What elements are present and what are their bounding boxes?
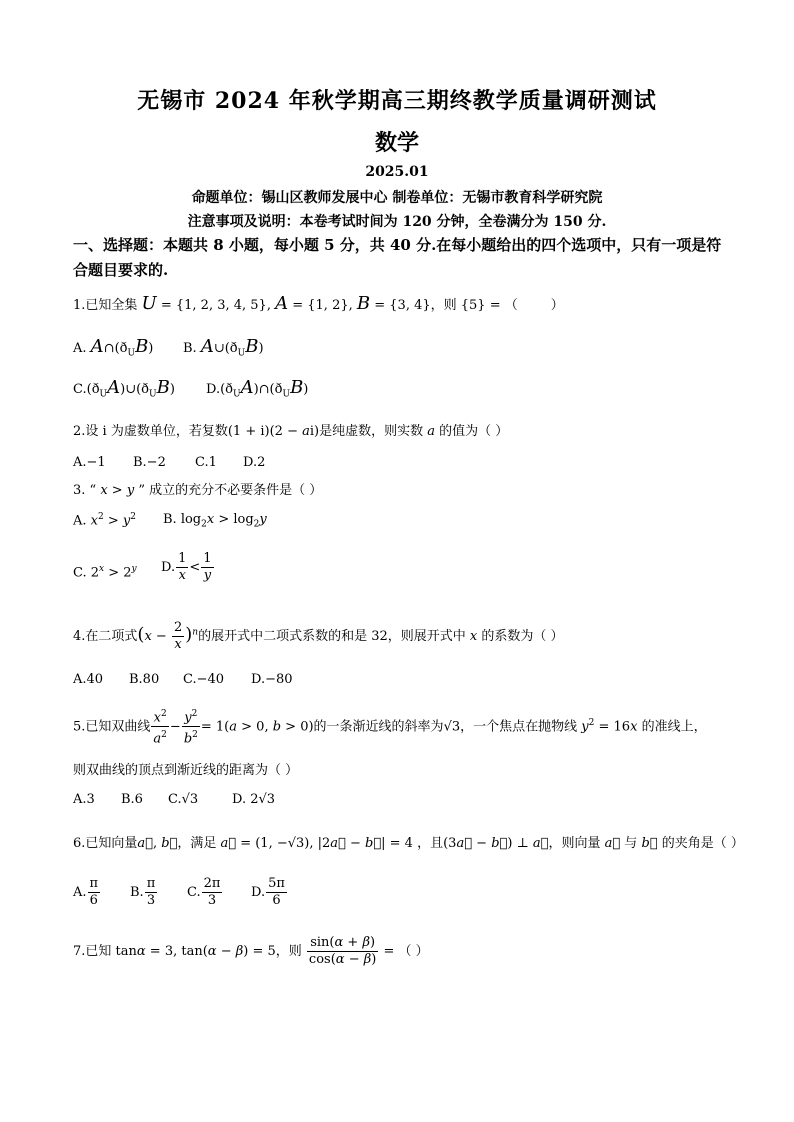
question-7: 7.已知 tanα = 3, tan(α − β) = 5，则 $\frac{\sin(\alpha + \beta)}{\cos(\alpha - \beta)}$ = （ ） — [73, 935, 429, 967]
section-one-heading: 一、选择题：本题共 8 小题，每小题 5 分，共 40 分.在每小题给出的四个选项中，只有一项是符合题目要求的. — [73, 236, 722, 279]
question-1-prefix: 1.已知全集 — [73, 298, 138, 313]
question-4-option-c: C.−40 — [183, 672, 225, 687]
subject-title: 数学 — [374, 130, 419, 156]
question-5-option-b: B.6 — [121, 792, 143, 807]
question-1-option-a: A. $A\cap(ð_UB)$ — [73, 336, 154, 359]
question-3-option-a: A. $x^2 > y^2$ — [73, 512, 136, 529]
question-4-option-d: D.−80 — [251, 672, 293, 687]
question-1-option-b: B. $A\cup(ð_UB)$ — [183, 336, 264, 359]
question-4-option-a: A.40 — [73, 672, 104, 687]
question-6: 6.已知向量a⃗, b⃗，满足 a⃗ = (1, −√3), |2a⃗ − b⃗| = 4 ，且(3a⃗ − b⃗) ⊥ a⃗，则向量 a⃗ 与 b⃗ 的夹角是（ ） — [73, 836, 744, 851]
question-5-option-a: A.3 — [73, 792, 95, 807]
author-units: 命题单位：锡山区教师发展中心 制卷单位：无锡市教育科学研究院 — [191, 190, 603, 206]
question-2-option-b: B.−2 — [133, 455, 166, 470]
question-2-option-d: D.2 — [243, 455, 266, 470]
question-6-option-d: D. $\frac{5\pi}{6}$ — [251, 876, 285, 908]
question-5: 5.已知双曲线 $\frac{x^2}{a^2}$ − $\frac{y^2}{b^2}$ = 1(a > 0, b > 0)的一条渐近线的斜率为√3，一个焦点在抛物线 $y^2 = 16x$ 的准线上， — [73, 706, 707, 748]
exam-notice: 注意事项及说明：本卷考试时间为 120 分钟，全卷满分为 150 分. — [187, 214, 607, 230]
question-6-option-a: A. $\frac{\pi}{6}$ — [73, 876, 99, 908]
question-2-option-a: A.−1 — [73, 455, 106, 470]
question-1-option-c: $C.(ð_UA)\cup(ð_UB)$ — [73, 377, 175, 400]
question-5-line-2: 则双曲线的顶点到渐近线的距离为（ ） — [73, 763, 299, 778]
question-2: 2.设 i 为虚数单位，若复数(1 + i)(2 − ai)是纯虚数，则实数 a 的值为（ ） — [73, 424, 509, 439]
exam-title: 无锡市 2024 年秋学期高三期终教学质量调研测试 — [137, 88, 657, 114]
question-1-option-d: $D.(ð_UA)\cap(ð_UB)$ — [206, 377, 309, 400]
question-6-option-c: C. $\frac{2\pi}{3}$ — [187, 876, 221, 908]
question-4: 4.在二项式(x − $\frac{2}{x}$ )$^n$的展开式中二项式系数的和是 32，则展开式中 x 的系数为（ ） — [73, 620, 564, 652]
question-1: 1.已知全集 U = {1, 2, 3, 4, 5}, A = {1, 2}, B = {3, 4}，则 {5} = （ ） — [73, 293, 564, 314]
question-3-option-c: C. $2^x > 2^y$ — [73, 564, 137, 581]
question-2-option-c: C.1 — [195, 455, 217, 470]
question-6-option-b: B. $\frac{\pi}{3}$ — [130, 876, 156, 908]
exam-date: 2025.01 — [365, 164, 429, 180]
question-3-option-d: D. $\frac{1}{x}$ < $\frac{1}{y}$ — [161, 551, 212, 583]
question-5-option-d: D. 2√3 — [232, 792, 276, 807]
question-5-option-c: C.√3 — [168, 792, 199, 807]
question-4-option-b: B.80 — [129, 672, 160, 687]
question-3: 3. “ x > y ” 成立的充分不必要条件是（ ） — [73, 483, 323, 498]
question-3-option-b: B. $\log_2x > \log_2y$ — [163, 512, 267, 530]
